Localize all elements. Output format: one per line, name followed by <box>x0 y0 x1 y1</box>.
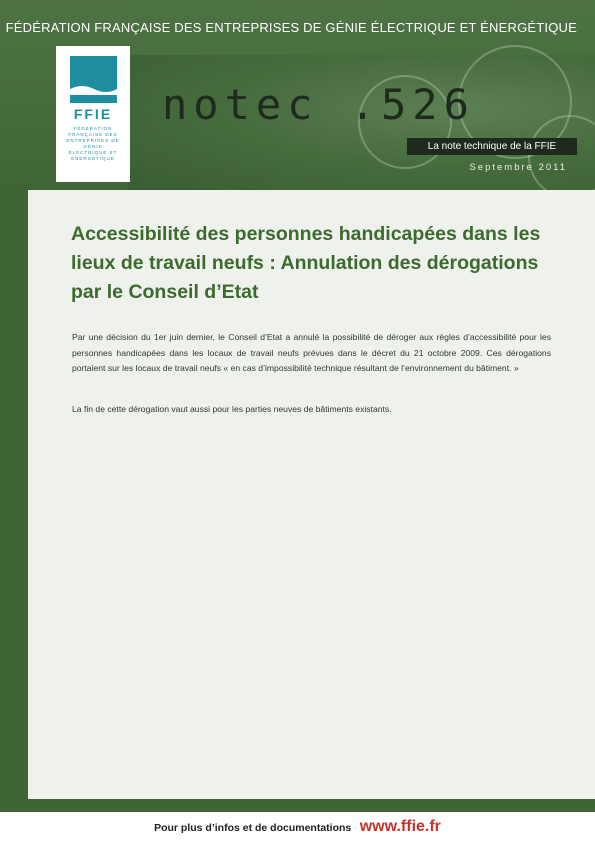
article-paragraph: Par une décision du 1er juin dernier, le Conseil d’Etat a annulé la possibilité de déroger aux règles d’accessibilité pour les personnes handicapées dans les locaux de travail neufs prévues dans le décret du 21 octobre 2009. Ces dérogations portaient sur les locaux de travail neufs « en cas d’impossibilité technique résultant de l’environnement du bâtiment. » <box>72 332 551 373</box>
website-link[interactable]: www.ffie.fr <box>359 818 441 835</box>
logo-mark-icon <box>70 56 117 103</box>
logo-subtitle: FÉDÉRATION FRANÇAISE DES ENTREPRISES DE GÉNIE ÉLECTRIQUE ET ÉNERGÉTIQUE <box>66 126 120 161</box>
article-panel <box>28 190 595 799</box>
publication-date: Septembre 2011 <box>469 162 567 173</box>
note-label: La note technique de la FFIE <box>407 138 577 155</box>
article-paragraph: La fin de cette dérogation vaut aussi pour les parties neuves de bâtiments existants. <box>72 404 392 414</box>
publication-title: notec .526 <box>162 80 475 129</box>
federation-title: FÉDÉRATION FRANÇAISE DES ENTREPRISES DE GÉNIE ÉLECTRIQUE ET ÉNERGÉTIQUE <box>5 20 577 35</box>
footer-text: Pour plus d’infos et de documentations <box>154 822 352 834</box>
footer <box>0 812 595 842</box>
article-title: Accessibilité des personnes handicapées dans les lieux de travail neufs : Annulation des dérogations par le Conseil d’Etat <box>71 223 541 303</box>
logo-acronym: FFIE <box>73 106 113 122</box>
wave-icon <box>70 83 117 95</box>
ffie-logo <box>56 46 130 182</box>
